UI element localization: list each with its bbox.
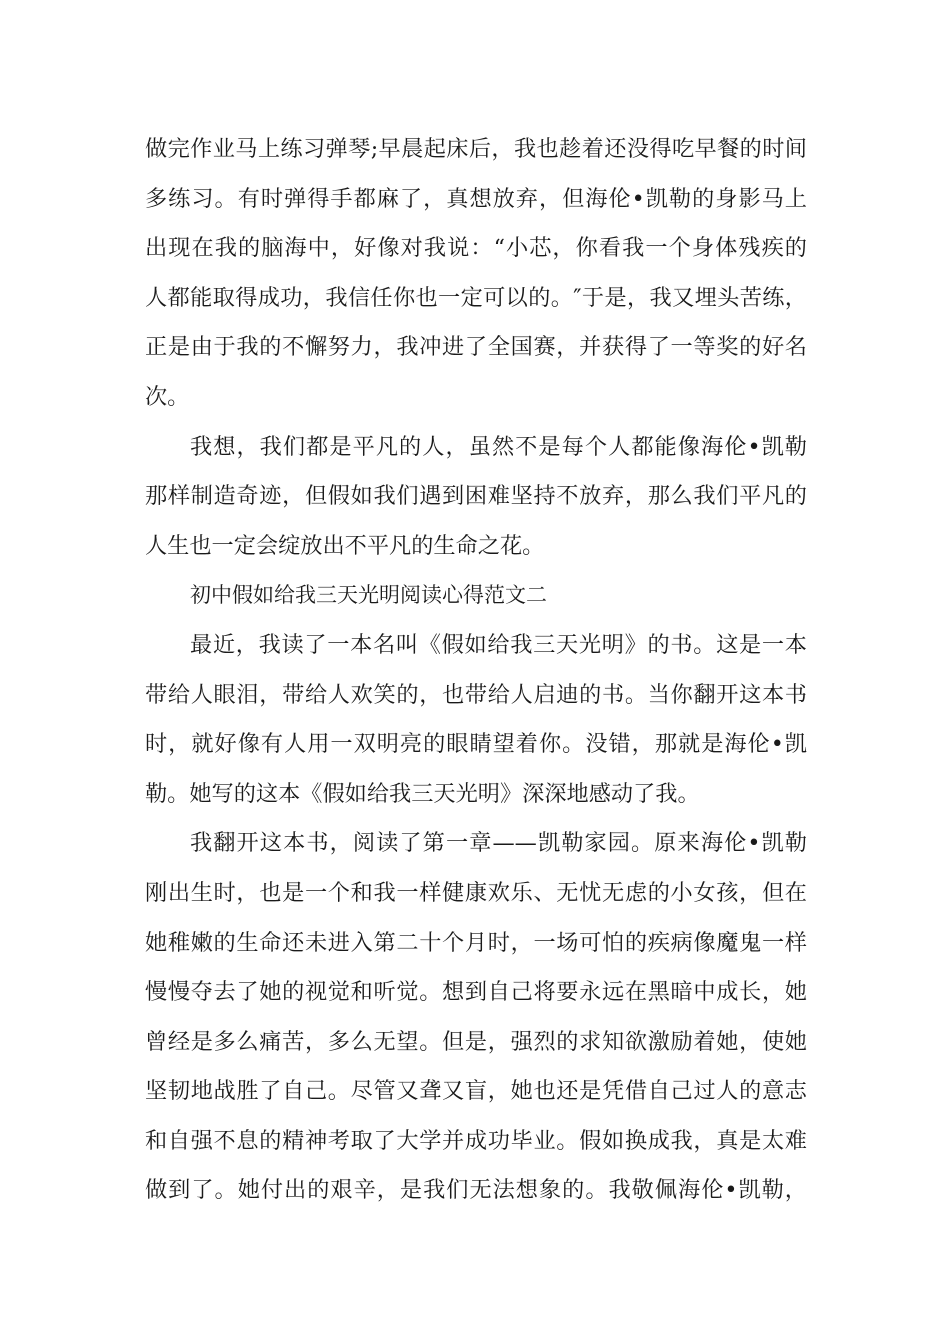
text-line: 曾经是多么痛苦，多么无望。但是，强烈的求知欲激励着她，使她 [145, 1028, 807, 1055]
text-line: 刚出生时，也是一个和我一样健康欢乐、无忧无虑的小女孩，但在 [145, 879, 807, 906]
text-line: 时，就好像有人用一双明亮的眼睛望着你。没错，那就是海伦•凯 [145, 731, 807, 758]
text-line: 做到了。她付出的艰辛，是我们无法想象的。我敬佩海伦•凯勒， [145, 1177, 807, 1204]
text-line: 勒。她写的这本《假如给我三天光明》深深地感动了我。 [145, 780, 700, 807]
text-line: 和自强不息的精神考取了大学并成功毕业。假如换成我，真是太难 [145, 1127, 807, 1154]
paragraph-first-line: 我翻开这本书，阅读了第一章——凯勒家园。原来海伦•凯勒 [190, 830, 807, 857]
text-line: 出现在我的脑海中，好像对我说：“小芯，你看我一个身体残疾的 [145, 235, 807, 262]
text-line: 正是由于我的不懈努力，我冲进了全国赛，并获得了一等奖的好名 [145, 334, 807, 361]
text-line: 次。 [145, 383, 190, 410]
document-body [145, 125, 807, 1216]
paragraph-first-line: 最近，我读了一本名叫《假如给我三天光明》的书。这是一本 [190, 631, 807, 658]
text-line: 多练习。有时弹得手都麻了，真想放弃，但海伦•凯勒的身影马上 [145, 185, 807, 212]
section-heading: 初中假如给我三天光明阅读心得范文二 [190, 583, 547, 608]
text-line: 她稚嫩的生命还未进入第二十个月时，一场可怕的疾病像魔鬼一样 [145, 929, 807, 956]
text-line: 带给人眼泪，带给人欢笑的，也带给人启迪的书。当你翻开这本书 [145, 681, 807, 708]
text-line: 人生也一定会绽放出不平凡的生命之花。 [145, 532, 545, 559]
text-line: 那样制造奇迹，但假如我们遇到困难坚持不放弃，那么我们平凡的 [145, 483, 807, 510]
text-line: 人都能取得成功，我信任你也一定可以的。″于是，我又埋头苦练， [145, 284, 807, 311]
text-line: 做完作业马上练习弹琴;早晨起床后，我也趁着还没得吃早餐的时间 [145, 136, 807, 162]
paragraph-first-line: 我想，我们都是平凡的人，虽然不是每个人都能像海伦•凯勒 [190, 433, 807, 460]
text-line: 坚韧地战胜了自己。尽管又聋又盲，她也还是凭借自己过人的意志 [145, 1078, 807, 1105]
text-line: 慢慢夺去了她的视觉和听觉。想到自己将要永远在黑暗中成长，她 [145, 979, 807, 1006]
